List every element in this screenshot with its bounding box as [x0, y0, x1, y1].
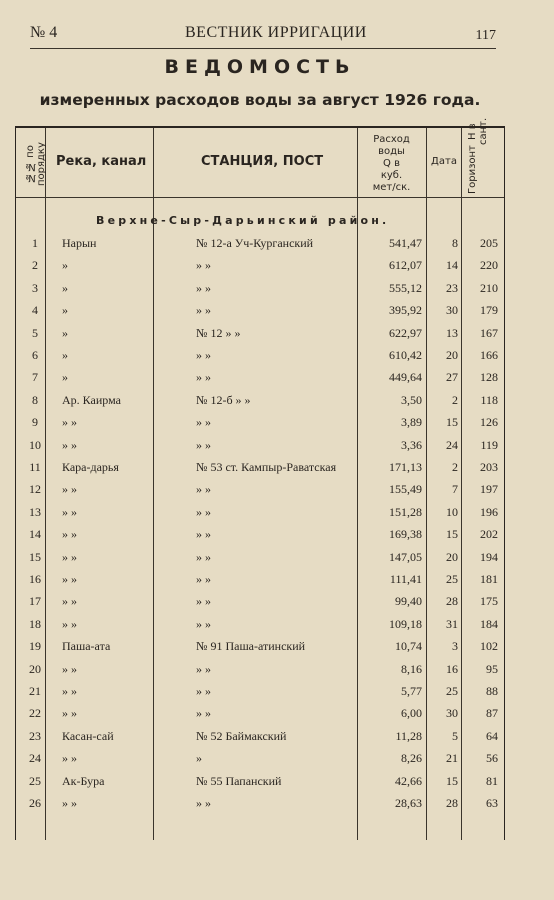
- table-row: [16, 258, 504, 280]
- cell-no: 7: [32, 370, 38, 385]
- cell-q: 3,50: [401, 392, 422, 407]
- cell-q: 171,13: [389, 460, 422, 474]
- table-row: [16, 639, 504, 661]
- cell-station: » »: [196, 370, 211, 385]
- cell-h: 167: [480, 325, 498, 340]
- column-header-date: Дата: [431, 156, 457, 167]
- cell-h: 202: [480, 527, 498, 542]
- column-header-discharge: [357, 134, 426, 194]
- cell-h: 181: [480, 572, 498, 586]
- cell-q: 151,28: [389, 504, 422, 519]
- cell-h: 81: [486, 773, 498, 788]
- cell-no: 26: [29, 796, 41, 810]
- cell-date: 21: [446, 751, 458, 766]
- table-row: [16, 594, 504, 616]
- cell-station: № 55 Папанский: [196, 773, 282, 788]
- cell-no: 1: [32, 236, 38, 250]
- cell-river: Ак-Бура: [62, 773, 105, 788]
- cell-h: 128: [480, 370, 498, 385]
- discharge-header-line: Расход: [373, 134, 410, 145]
- cell-date: 15: [446, 415, 458, 430]
- cell-station: » »: [196, 661, 211, 676]
- table-row: [16, 415, 504, 437]
- table-row: [16, 348, 504, 370]
- journal-title: ВЕСТНИК ИРРИГАЦИИ: [185, 24, 367, 41]
- table-row: [16, 393, 504, 415]
- cell-no: 10: [29, 437, 41, 452]
- table-row: [16, 706, 504, 728]
- table-row: [16, 460, 504, 482]
- cell-river: »: [62, 370, 68, 385]
- discharge-header-line: воды: [378, 146, 405, 157]
- cell-q: 28,63: [395, 796, 422, 810]
- level-header-line: Н в сант.: [467, 117, 489, 146]
- cell-q: 111,41: [389, 572, 422, 586]
- cell-date: 31: [446, 616, 458, 631]
- cell-h: 118: [480, 392, 498, 407]
- cell-no: 20: [29, 661, 41, 676]
- table-row: [16, 527, 504, 549]
- cell-station: » »: [196, 482, 211, 497]
- cell-river: » »: [62, 482, 77, 497]
- cell-no: 21: [29, 684, 41, 698]
- cell-h: 210: [480, 280, 498, 295]
- cell-river: »: [62, 280, 68, 295]
- cell-q: 10,74: [395, 639, 422, 654]
- cell-no: 19: [29, 639, 41, 654]
- cell-date: 15: [446, 773, 458, 788]
- cell-station: » »: [196, 280, 211, 295]
- cell-no: 5: [32, 325, 38, 340]
- cell-river: » »: [62, 751, 77, 766]
- page-header: [30, 22, 496, 49]
- table-row: [16, 617, 504, 639]
- cell-river: » »: [62, 661, 77, 676]
- document-subtitle: измеренных расходов воды за август 1926 года.: [39, 91, 481, 109]
- cell-river: » »: [62, 684, 77, 698]
- cell-no: 9: [32, 415, 38, 430]
- cell-h: 126: [480, 415, 498, 430]
- cell-h: 119: [480, 437, 498, 452]
- cell-river: Касан-сай: [62, 728, 114, 743]
- cell-date: 25: [446, 684, 458, 698]
- table-row: [16, 572, 504, 594]
- cell-river: Нарын: [62, 236, 97, 250]
- cell-q: 6,00: [401, 706, 422, 721]
- cell-h: 87: [486, 706, 498, 721]
- cell-date: 20: [446, 549, 458, 564]
- cell-no: 8: [32, 392, 38, 407]
- header-divider: [16, 197, 504, 198]
- table-row: [16, 796, 504, 818]
- table-row: [16, 438, 504, 460]
- cell-river: »: [62, 258, 68, 273]
- cell-h: 197: [480, 482, 498, 497]
- cell-no: 22: [29, 706, 41, 721]
- cell-h: 88: [486, 684, 498, 698]
- cell-date: 30: [446, 303, 458, 318]
- cell-date: 15: [446, 527, 458, 542]
- cell-q: 395,92: [389, 303, 422, 318]
- table-row: [16, 505, 504, 527]
- table-row: [16, 662, 504, 684]
- cell-river: »: [62, 348, 68, 362]
- cell-q: 8,16: [401, 661, 422, 676]
- cell-date: 7: [452, 482, 458, 497]
- cell-date: 28: [446, 594, 458, 609]
- cell-date: 30: [446, 706, 458, 721]
- column-header-level: [467, 117, 489, 194]
- table-row: [16, 370, 504, 392]
- cell-date: 3: [452, 639, 458, 654]
- cell-q: 5,77: [401, 684, 422, 698]
- cell-station: » »: [196, 572, 211, 586]
- cell-date: 25: [446, 572, 458, 586]
- cell-no: 11: [29, 460, 41, 474]
- cell-station: » »: [196, 616, 211, 631]
- cell-q: 3,89: [401, 415, 422, 430]
- cell-h: 184: [480, 616, 498, 631]
- table-row: [16, 774, 504, 796]
- cell-river: » »: [62, 504, 77, 519]
- cell-date: 10: [446, 504, 458, 519]
- cell-q: 449,64: [389, 370, 422, 385]
- cell-no: 17: [29, 594, 41, 609]
- cell-date: 13: [446, 325, 458, 340]
- cell-station: » »: [196, 437, 211, 452]
- cell-no: 15: [29, 549, 41, 564]
- cell-station: № 91 Паша-атинский: [196, 639, 306, 654]
- cell-river: » »: [62, 616, 77, 631]
- discharge-header-line: мет/ск.: [372, 182, 411, 193]
- cell-station: № 12-а Уч-Курганский: [196, 236, 314, 250]
- discharge-table: [15, 117, 505, 840]
- cell-station: № 12-б » »: [196, 392, 251, 407]
- cell-no: 6: [32, 348, 38, 362]
- cell-h: 64: [486, 728, 498, 743]
- cell-q: 169,38: [389, 527, 422, 542]
- cell-h: 220: [480, 258, 498, 273]
- column-header-river: Река, канал: [56, 154, 147, 169]
- cell-date: 2: [452, 460, 458, 474]
- cell-date: 27: [446, 370, 458, 385]
- cell-h: 205: [480, 236, 498, 250]
- cell-q: 610,42: [389, 348, 422, 362]
- cell-river: » »: [62, 594, 77, 609]
- table-row: [16, 236, 504, 258]
- cell-river: » »: [62, 415, 77, 430]
- cell-no: 12: [29, 482, 41, 497]
- cell-river: » »: [62, 796, 77, 810]
- cell-station: № 53 ст. Кампыр-Раватская: [196, 460, 337, 474]
- discharge-header-line: куб.: [380, 170, 403, 181]
- table-row: [16, 326, 504, 348]
- document-title: ВЕДОМОСТЬ: [164, 56, 356, 78]
- cell-river: Кара-дарья: [62, 460, 119, 474]
- cell-station: » »: [196, 594, 211, 609]
- cell-h: 56: [486, 751, 498, 766]
- cell-station: » »: [196, 303, 211, 318]
- cell-date: 24: [446, 437, 458, 452]
- column-header-no: №№ по порядку: [25, 142, 47, 186]
- cell-no: 18: [29, 616, 41, 631]
- page-number: 117: [475, 28, 496, 43]
- cell-q: 99,40: [395, 594, 422, 609]
- cell-h: 194: [480, 549, 498, 564]
- cell-q: 8,26: [401, 751, 422, 766]
- cell-h: 196: [480, 504, 498, 519]
- cell-date: 8: [452, 236, 458, 250]
- cell-river: Паша-ата: [62, 639, 111, 654]
- cell-river: Ар. Каирма: [62, 392, 121, 407]
- cell-river: » »: [62, 437, 77, 452]
- cell-q: 3,36: [401, 437, 422, 452]
- cell-h: 179: [480, 303, 498, 318]
- issue-number: № 4: [30, 24, 58, 41]
- cell-q: 555,12: [389, 280, 422, 295]
- cell-station: » »: [196, 258, 211, 273]
- cell-station: » »: [196, 706, 211, 721]
- cell-no: 16: [29, 572, 41, 586]
- cell-station: » »: [196, 796, 211, 810]
- cell-station: » »: [196, 549, 211, 564]
- table-row: [16, 482, 504, 504]
- cell-h: 203: [480, 460, 498, 474]
- cell-station: »: [196, 751, 202, 766]
- cell-h: 175: [480, 594, 498, 609]
- cell-river: » »: [62, 527, 77, 542]
- cell-q: 109,18: [389, 616, 422, 631]
- cell-no: 3: [32, 280, 38, 295]
- cell-date: 20: [446, 348, 458, 362]
- cell-station: № 52 Баймакский: [196, 728, 287, 743]
- cell-station: № 12 » »: [196, 325, 241, 340]
- column-header-station: СТАНЦИЯ, ПОСТ: [201, 154, 324, 169]
- cell-no: 24: [29, 751, 41, 766]
- cell-no: 2: [32, 258, 38, 273]
- cell-date: 23: [446, 280, 458, 295]
- table-row: [16, 550, 504, 572]
- cell-date: 16: [446, 661, 458, 676]
- table-row: [16, 751, 504, 773]
- cell-station: » »: [196, 415, 211, 430]
- discharge-header-line: Q в: [383, 158, 400, 169]
- cell-h: 95: [486, 661, 498, 676]
- cell-q: 612,07: [389, 258, 422, 273]
- cell-date: 5: [452, 728, 458, 743]
- cell-q: 155,49: [389, 482, 422, 497]
- cell-no: 13: [29, 504, 41, 519]
- cell-station: » »: [196, 348, 211, 362]
- cell-date: 2: [452, 392, 458, 407]
- cell-station: » »: [196, 684, 211, 698]
- cell-river: »: [62, 325, 68, 340]
- table-row: [16, 684, 504, 706]
- cell-q: 541,47: [389, 236, 422, 250]
- cell-date: 28: [446, 796, 458, 810]
- cell-q: 42,66: [395, 773, 422, 788]
- cell-river: » »: [62, 706, 77, 721]
- cell-no: 23: [29, 728, 41, 743]
- cell-station: » »: [196, 504, 211, 519]
- cell-q: 147,05: [389, 549, 422, 564]
- cell-q: 11,28: [395, 728, 422, 743]
- cell-river: » »: [62, 572, 77, 586]
- cell-station: » »: [196, 527, 211, 542]
- cell-no: 4: [32, 303, 38, 318]
- district-heading: Верхне-Сыр-Дарьинский район.: [96, 214, 390, 227]
- cell-date: 14: [446, 258, 458, 273]
- cell-no: 14: [29, 527, 41, 542]
- cell-no: 25: [29, 773, 41, 788]
- cell-h: 166: [480, 348, 498, 362]
- cell-river: » »: [62, 549, 77, 564]
- cell-h: 63: [486, 796, 498, 810]
- table-row: [16, 281, 504, 303]
- cell-river: »: [62, 303, 68, 318]
- cell-q: 622,97: [389, 325, 422, 340]
- table-row: [16, 729, 504, 751]
- level-header-line: Горизонт: [467, 145, 478, 194]
- cell-h: 102: [480, 639, 498, 654]
- table-row: [16, 303, 504, 325]
